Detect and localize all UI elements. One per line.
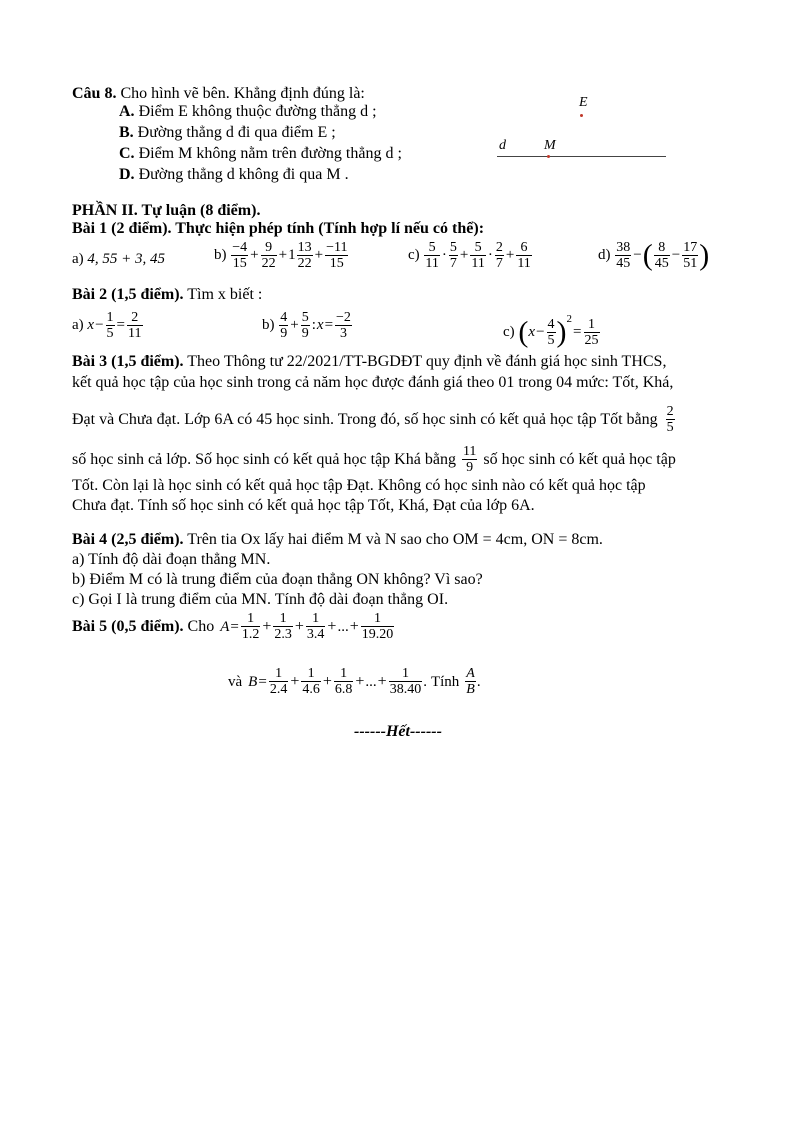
variable: x: [316, 316, 324, 333]
cau8-option-c: [119, 145, 402, 163]
cau8-title: Câu 8.: [72, 85, 117, 102]
fraction: $\frac{38}{45}$: [616, 240, 631, 271]
paragraph-text: Theo Thông tư 22/2021/TT-BGDĐT quy định về đánh giá học sinh THCS,: [187, 353, 667, 370]
bai4-b: b) Điểm M có là trung điểm của đoạn thẳng ON không? Vì sao?: [72, 571, 483, 588]
item-label: c): [408, 246, 420, 263]
ratio-fraction: $\frac{A}{B}$: [466, 666, 475, 697]
bai3-line3: [72, 404, 676, 435]
bai2-b: b) $\frac{4}{9}$ + $\frac{5}{9}$ :x= $\frac{-2}{3}$: [262, 310, 351, 341]
fraction: $\frac{1}{4.6}$: [302, 666, 320, 697]
bai3-title: Bài 3 (1,5 điểm).: [72, 353, 184, 370]
cau8-option-a: [119, 103, 377, 121]
bai2-c: c) (x− $\frac{4}{5}$ )$^2$= $\frac{1}{25}$: [503, 313, 599, 349]
item-label: b): [262, 316, 275, 333]
fraction: $\frac{6}{11}$: [517, 240, 531, 271]
paragraph-text: số học sinh cả lớp. Số học sinh có kết quả học tập Khá bằng: [72, 450, 456, 468]
item-label: d): [598, 246, 611, 263]
bai3-line4: [72, 444, 676, 475]
option-letter: C.: [119, 145, 135, 162]
bai4-title: Bài 4 (2,5 điểm).: [72, 531, 184, 548]
point-m-label: M: [544, 138, 556, 153]
fraction: $\frac{-11}{15}$: [326, 240, 348, 271]
option-text: Đường thẳng d đi qua điểm E ;: [137, 124, 336, 141]
line-d: [497, 156, 666, 157]
fraction: $\frac{17}{51}$: [683, 240, 698, 271]
ellipsis: ...: [337, 618, 349, 635]
line-d-label: d: [499, 138, 506, 153]
fraction: $\frac{5}{9}$: [301, 310, 309, 341]
bai3-line6: Chưa đạt. Tính số học sinh có kết quả học tập Tốt, Khá, Đạt của lớp 6A.: [72, 497, 535, 514]
bai2-heading: [72, 286, 262, 304]
bai4-c: c) Gọi I là trung điểm của MN. Tính độ dài đoạn thẳng OI.: [72, 591, 449, 608]
option-text: Đường thẳng d không đi qua M .: [138, 166, 349, 183]
text-tinh: Tính: [430, 673, 460, 690]
cau8-heading: [72, 85, 365, 103]
bai4-a: a) Tính độ dài đoạn thẳng MN.: [72, 551, 271, 568]
bai3-line5: Tốt. Còn lại là học sinh có kết quả học tập Đạt. Không có học sinh nào có kết quả học tập: [72, 477, 646, 494]
bai3-line1: [72, 353, 666, 371]
fraction: $\frac{2}{11}$: [128, 310, 142, 341]
bai1-a: [72, 250, 165, 268]
bai5-line1: Bài 5 (0,5 điểm). Cho A = $\frac{1}{1.2}$ + $\frac{1}{2.3}$ + $\frac{1}{3.4}$ + ... + $\frac{1}{19.20}$: [72, 611, 394, 642]
variable: x: [87, 316, 95, 333]
option-letter: A.: [119, 103, 135, 120]
fraction: $\frac{4}{5}$: [547, 317, 555, 349]
item-label: a): [72, 316, 84, 333]
option-letter: B.: [119, 124, 134, 141]
cau8-prompt: Cho hình vẽ bên. Khẳng định đúng là:: [120, 85, 365, 102]
fraction: $\frac{1}{2.4}$: [269, 666, 288, 697]
fraction: $\frac{5}{11}$: [425, 240, 439, 271]
fraction: $\frac{5}{11}$: [471, 240, 485, 271]
variable-b: B: [248, 673, 258, 690]
expression: 4, 55 + 3, 45: [87, 251, 166, 267]
fraction: $\frac{1}{3.4}$: [306, 611, 325, 642]
fraction: $\frac{1}{2.3}$: [274, 611, 292, 642]
paragraph-text: số học sinh có kết quả học tập: [483, 450, 676, 468]
fraction: $\frac{1}{1.2}$: [241, 611, 260, 642]
fraction: $\frac{9}{22}$: [261, 240, 276, 271]
fraction: $\frac{1}{38.40}$: [389, 666, 422, 697]
bai2-title: Bài 2 (1,5 điểm).: [72, 286, 184, 303]
fraction: $\frac{13}{22}$: [297, 240, 312, 271]
fraction: $\frac{1}{19.20}$: [361, 611, 394, 642]
point-e-dot: [580, 114, 583, 117]
fraction: $\frac{2}{5}$: [666, 404, 674, 435]
item-label: a): [72, 251, 84, 267]
fraction: $\frac{11}{9}$: [462, 444, 477, 475]
fraction: $\frac{8}{45}$: [654, 240, 669, 271]
paragraph-text: Đạt và Chưa đạt. Lớp 6A có 45 học sinh. Trong đó, số học sinh có kết quả học tập Tốt bằng: [72, 410, 658, 428]
paragraph-text: Trên tia Ox lấy hai điểm M và N sao cho OM = 4cm, ON = 8cm.: [187, 531, 603, 548]
bai2-instruction: Tìm x biết :: [187, 286, 263, 303]
fraction: $\frac{5}{7}$: [449, 240, 457, 271]
bai5-title: Bài 5 (0,5 điểm).: [72, 617, 184, 635]
fraction: $\frac{1}{5}$: [106, 310, 114, 341]
fraction: $\frac{-4}{15}$: [232, 240, 248, 271]
end-marker: ------Hết------: [354, 723, 442, 740]
cau8-option-b: [119, 124, 336, 142]
part2-title: PHẦN II. Tự luận (8 điểm).: [72, 202, 261, 219]
cau8-option-d: [119, 166, 349, 184]
whole-number: 1: [288, 246, 296, 263]
fraction: $\frac{2}{7}$: [495, 240, 503, 271]
fraction: $\frac{4}{9}$: [280, 310, 288, 341]
bai1-c: c) $\frac{5}{11}$ · $\frac{5}{7}$ + $\frac{5}{11}$ · $\frac{2}{7}$ + $\frac{6}{11}$: [408, 240, 531, 271]
option-text: Điểm M không nằm trên đường thẳng d ;: [138, 145, 402, 162]
bai1-b: b) $\frac{-4}{15}$ + $\frac{9}{22}$ +1 $\frac{13}{22}$ + $\frac{-11}{15}$: [214, 240, 348, 271]
bai2-a: a) x− $\frac{1}{5}$ = $\frac{2}{11}$: [72, 310, 142, 341]
point-e-label: E: [579, 95, 588, 110]
variable-a: A: [220, 618, 230, 635]
bai1-d: d) $\frac{38}{45}$ −( $\frac{8}{45}$ − $\frac{17}{51}$ ): [598, 238, 710, 272]
bai3-line2: kết quả học tập của học sinh trong cả năm học được đánh giá theo 01 trong 04 mức: Tốt, Khá,: [72, 374, 674, 391]
fraction: $\frac{1}{6.8}$: [334, 666, 353, 697]
bai1-title: Bài 1 (2 điểm). Thực hiện phép tính (Tính hợp lí nếu có thể):: [72, 220, 485, 237]
option-letter: D.: [119, 166, 135, 183]
ellipsis: ...: [365, 673, 377, 690]
item-label: b): [214, 246, 227, 263]
fraction: $\frac{-2}{3}$: [336, 310, 351, 341]
bai4-line1: [72, 531, 603, 549]
bai5-line2: và B = $\frac{1}{2.4}$ + $\frac{1}{4.6}$ + $\frac{1}{6.8}$ + ... + $\frac{1}{38.40}$ . Tính $\frac{A}{B}$ .: [228, 666, 481, 697]
text-va: và: [228, 673, 243, 690]
text-cho: Cho: [187, 617, 215, 635]
option-text: Điểm E không thuộc đường thẳng d ;: [138, 103, 377, 120]
point-m-dot: [547, 155, 550, 158]
exponent: 2: [566, 313, 573, 325]
fraction: $\frac{1}{25}$: [584, 317, 599, 349]
variable: x: [528, 324, 536, 340]
item-label: c): [503, 324, 515, 340]
